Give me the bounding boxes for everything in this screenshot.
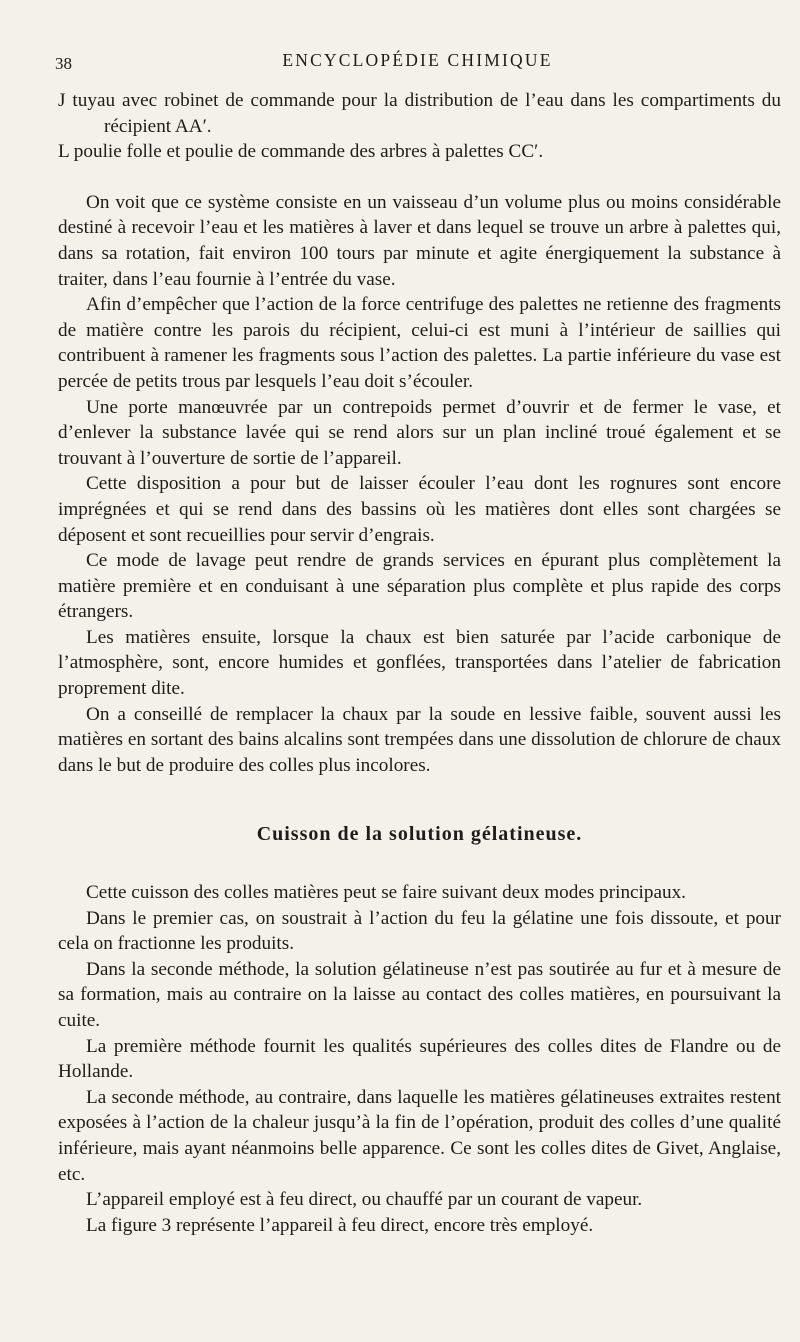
paragraph: L’appareil employé est à feu direct, ou chauffé par un courant de vapeur. [86, 1189, 643, 1211]
section-title: Cuisson de la solution gélatineuse. [256, 823, 583, 846]
legend-item-j: J tuyau avec robinet de commande pour la distribution de l’eau dans les compartiments du récipient AA′. [58, 90, 781, 137]
paragraph: Afin d’empêcher que l’action de la force centrifuge des palettes ne retienne des fragments de matière contre les parois du récipient, celui-ci est muni à l’intérieur de saillies qui contribuent à ramener les fragments sous l’action des palettes. La partie inférieure du vase est percée de petits trous par lesquels l’eau doit s’écouler. [58, 294, 781, 392]
paragraph: Cette cuisson des colles matières peut se faire suivant deux modes principaux. [86, 882, 686, 904]
paragraph: On a conseillé de remplacer la chaux par la soude en lessive faible, souvent aussi les matières en sortant des bains alcalins sont trempées dans une dissolution de chlorure de chaux dans le but de produire des colles plus incolores. [58, 703, 781, 776]
running-title: ENCYCLOPÉDIE CHIMIQUE [282, 50, 553, 70]
paragraph: Cette disposition a pour but de laisser écouler l’eau dont les rognures sont encore imprégnées et qui se rend dans des bassins où les matières dont elles sont chargées se déposent et sont recueillies pour servir d’engrais. [58, 473, 781, 546]
paragraph: Dans le premier cas, on soustrait à l’action du feu la gélatine une fois dissoute, et pour cela on fractionne les produits. [58, 907, 781, 955]
paragraph: Une porte manœuvrée par un contrepoids permet d’ouvrir et de fermer le vase, et d’enlever la substance lavée qui se rend alors sur un plan incliné troué également et se trouvant à l’ouverture de sortie de l’appareil. [58, 396, 781, 469]
paragraph: Les matières ensuite, lorsque la chaux est bien saturée par l’acide carbonique de l’atmosphère, sont, encore humides et gonflées, transportées dans l’atelier de fabrication proprement dite. [58, 626, 781, 700]
paragraph: Dans la seconde méthode, la solution gélatineuse n’est pas soutirée au fur et à mesure de sa formation, mais au contraire on la laisse au contact des colles matières, en poursuivant la cuite. [58, 958, 781, 1031]
paragraph: On voit que ce système consiste en un vaisseau d’un volume plus ou moins considérable destiné à recevoir l’eau et les matières à laver et dans lequel se trouve un arbre à palettes qui, dans sa rotation, fait environ 100 tours par minute et agite énergiquement la substance à traiter, dans l’eau fournie à l’entrée du vase. [58, 191, 781, 290]
paragraph: Ce mode de lavage peut rendre de grands services en épurant plus complètement la matière première et en conduisant à une séparation plus complète et plus rapide des corps étrangers. [58, 550, 781, 623]
page-number: 38 [55, 54, 72, 73]
legend-item-l: L poulie folle et poulie de commande des arbres à palettes CC′. [58, 141, 544, 163]
body-text [58, 88, 781, 1238]
paragraph: La seconde méthode, au contraire, dans laquelle les matières gélatineuses extraites restent exposées à l’action de la chaleur jusqu’à la fin de l’opération, produit des colles d’une qualité inférieure, mais ayant néanmoins belle apparence. Ce sont les colles dites de Givet, Anglaise, etc. [58, 1086, 781, 1185]
paragraph: La première méthode fournit les qualités supérieures des colles dites de Flandre ou de Hollande. [58, 1035, 781, 1083]
page-header [55, 50, 780, 76]
paragraph: La figure 3 représente l’appareil à feu direct, encore très employé. [86, 1214, 594, 1236]
